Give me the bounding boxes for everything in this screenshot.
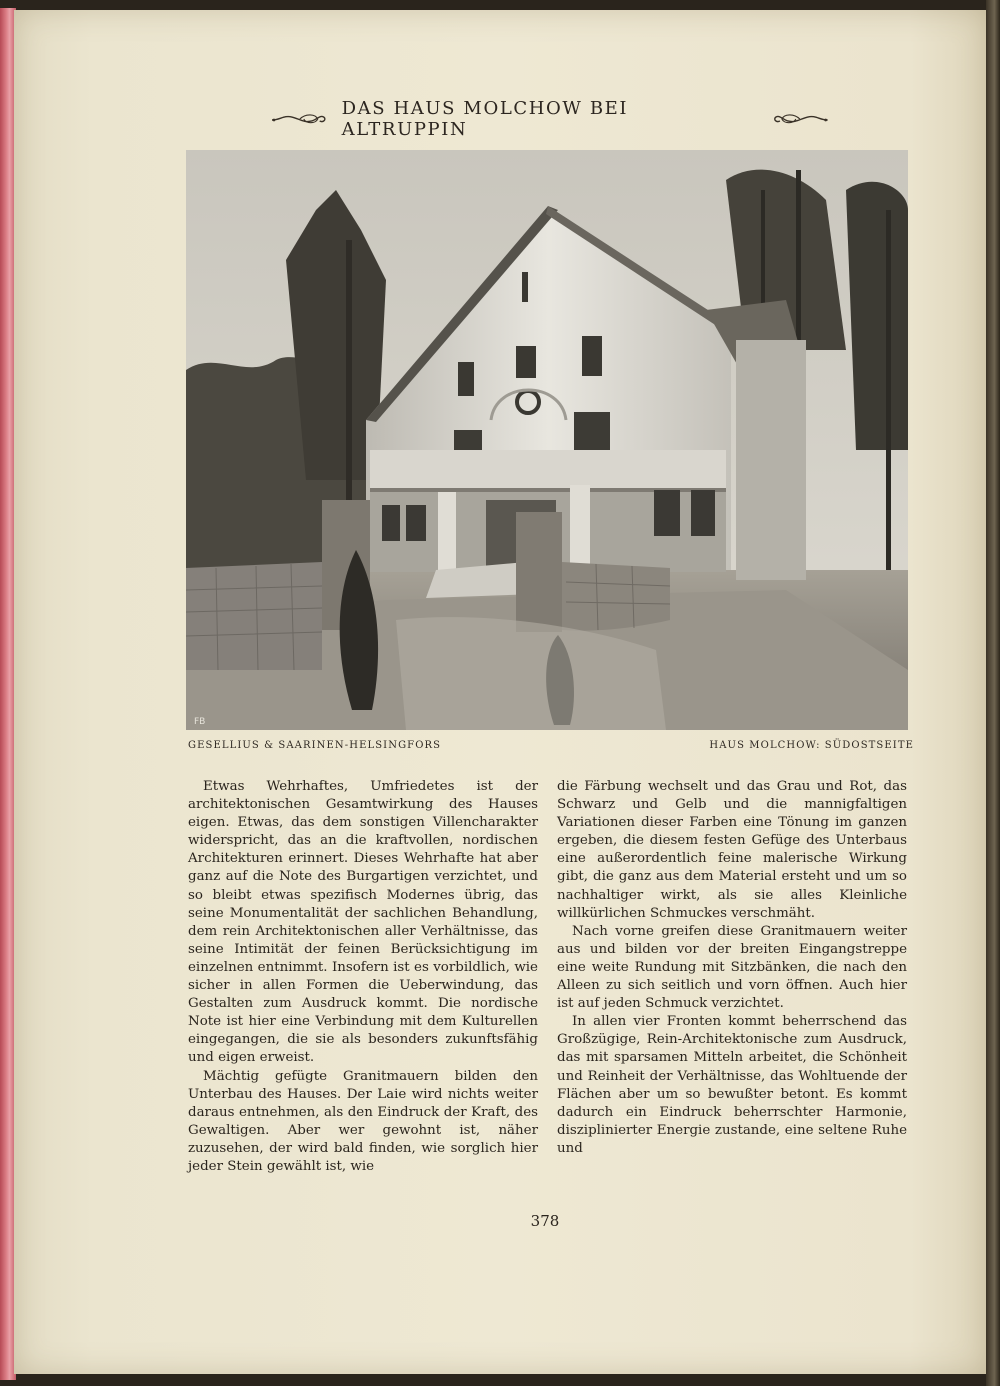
text-column-left xyxy=(188,778,538,1176)
scroll-flourish-icon xyxy=(270,111,328,127)
photo-caption-architect: GESELLIUS & SAARINEN-HELSINGFORS xyxy=(188,740,442,751)
scroll-flourish-icon xyxy=(772,111,830,127)
photo-signature: FB xyxy=(194,717,206,727)
paragraph: die Färbung wechselt und das Grau und Rot, das Schwarz und Gelb und die mannigfaltigen Variationen dieser Farben eine Tönung im ganzen ergeben, die diesem festen Gefüge des Unterbaus eine außerordentlich feine malerische Wirkung gibt, die ganz aus dem Material ersteht und um so nachhaltiger wirkt, als sie alles Kleinliche willkürlichen Schmuckes verschmäht. xyxy=(557,779,907,921)
paragraph: Mächtig gefügte Granitmauern bilden den Unterbau des Hauses. Der Laie wird nichts weiter daraus entnehmen, als den Eindruck der Kraft, des Gewaltigen. Aber wer gewohnt ist, näher zuzusehen, der wird bald finden, wie sorglich hier jeder Stein gewählt ist, wie xyxy=(188,1068,538,1174)
paragraph: In allen vier Fronten kommt beherrschend das Großzügige, Rein-Architektonische zum Ausdruck, das mit sparsamen Mitteln arbeitet, die Schönheit und Reinheit der Verhältnisse, das Wohltuende der Flächen aber um so bewußter betont. Es kommt dadurch ein Eindruck beherrschter Harmonie, disziplinierter Energie zustande, eine seltene Ruhe und xyxy=(557,1014,907,1156)
house-photograph-drawing xyxy=(186,150,908,730)
page-number: 378 xyxy=(530,1212,560,1230)
photo-caption-title: HAUS MOLCHOW: SÜDOSTSEITE xyxy=(709,740,914,751)
paragraph: Nach vorne greifen diese Granitmauern weiter aus und bilden vor der breiten Eingangstreppe eine weite Rundung mit Sitzbänken, die nach den Alleen zu sich seitlich und vorn öffnen. Auch hier ist auf jeden Schmuck verzichtet. xyxy=(557,923,907,1012)
text-column-right xyxy=(557,778,907,1158)
right-binding-shadow xyxy=(986,0,1000,1386)
running-head-title: DAS HAUS MOLCHOW BEI ALTRUPPIN xyxy=(341,98,629,140)
house-photograph xyxy=(186,150,908,730)
running-head xyxy=(270,98,830,140)
paragraph: Etwas Wehrhaftes, Umfriedetes ist der architektonischen Gesamtwirkung des Hauses eigen. Etwas, das dem sonstigen Villencharakter widerspricht, das an die kraftvollen, nordischen Architekturen erinnert. Dieses Wehrhafte hat aber ganz auf die Note des Burgartigen verzichtet, und so bleibt etwas spezifisch Modernes übrig, das seine Monumentalität der sachlichen Behandlung, dem rein Architektonischen aller Verhältnisse, das seine Intimität der feinen Berücksichtigung im einzelnen entnimmt. Insofern ist es vorbildlich, wie sicher in allen Formen die Ueberwindung, das Gestalten zum Ausdruck kommt. Die nordische Note ist hier eine Verbindung mit dem Kulturellen eingegangen, die sie als besonders zukunftsfähig und eigen erweist. xyxy=(188,779,538,1066)
